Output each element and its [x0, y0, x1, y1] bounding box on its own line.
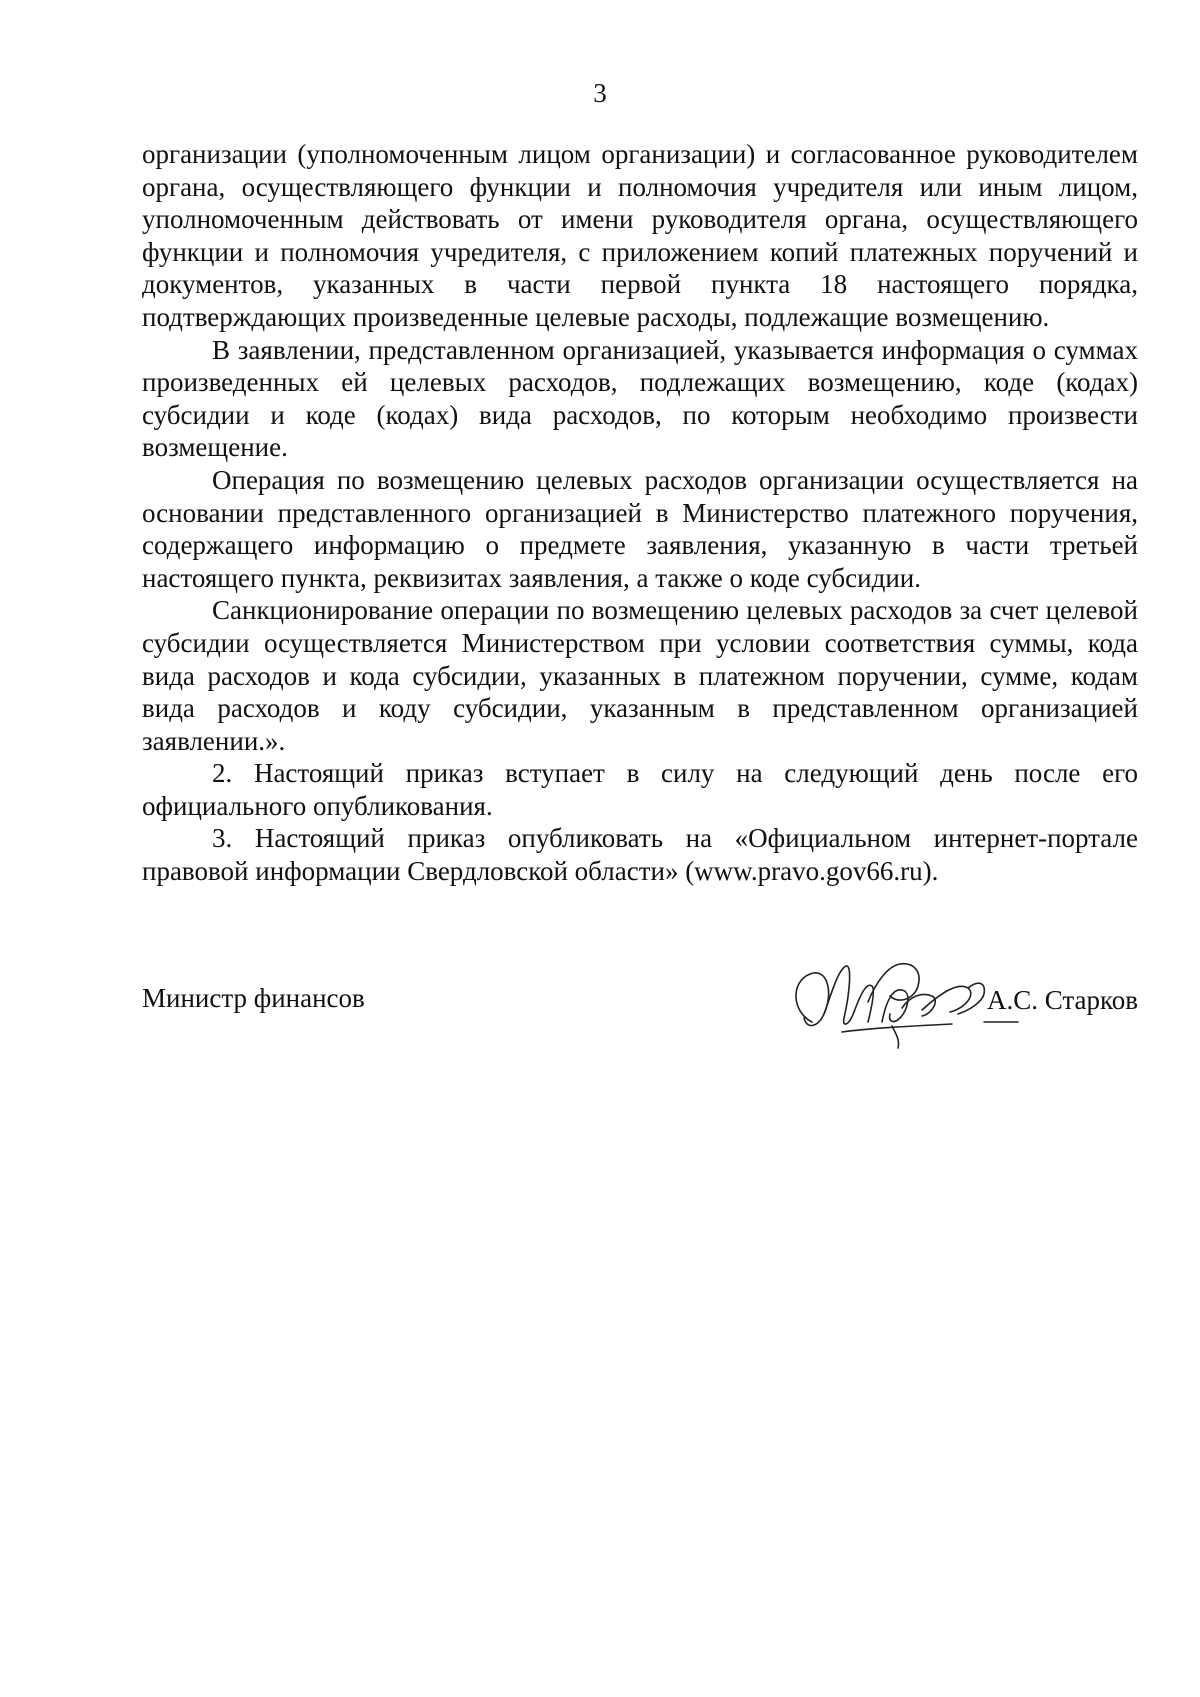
- signature-block: [142, 972, 1138, 1052]
- signer-title: Министр финансов: [142, 983, 365, 1013]
- page-number: 3: [593, 78, 607, 108]
- paragraph-continuation: организации (уполномоченным лицом организации) и согласованное руководителем органа, осуществляющего функции и полномочия учредителя или иным лицом, уполномоченным действовать от имени руководителя органа, осуществляющего функции и полномочия учредителя, с приложением копий платежных поручений и документов, указанных в части первой пункта 18 настоящего порядка, подтверждающих произведенные целевые расходы, подлежащие возмещению.: [142, 139, 1138, 332]
- paragraph-reimbursement-operation: Операция по возмещению целевых расходов организации осуществляется на основании представленного организацией в Министерство платежного поручения, содержащего информацию о предмете заявления, указанную в части третьей настоящего пункта, реквизитах заявления, а также о коде субсидии.: [142, 464, 1138, 593]
- paragraph-sanctioning: Санкционирование операции по возмещению целевых расходов за счет целевой субсидии осуществляется Министерством при условии соответствия суммы, кода вида расходов и кода субсидии, указанных в платежном поручении, сумме, кодам вида расходов и коду субсидии, указанным в представленном организацией заявлении.».: [142, 595, 1138, 756]
- paragraph-effective-date: 2. Настоящий приказ вступает в силу на следующий день после его официального опубликования.: [142, 758, 1138, 821]
- signer-name: А.С. Старков: [986, 985, 1138, 1015]
- paragraph-publication: 3. Настоящий приказ опубликовать на «Официальном интернет-портале правовой информации Свердловской области» (www.pravo.gov66.ru).: [142, 823, 1138, 887]
- paragraph-application-content: В заявлении, представленном организацией, указывается информация о суммах произведенных ей целевых расходов, подлежащих возмещению, коде (кодах) субсидии и коде (кодах) вида расходов, по которым необходимо произвести возмещение.: [142, 334, 1138, 463]
- document-body: [142, 138, 1138, 888]
